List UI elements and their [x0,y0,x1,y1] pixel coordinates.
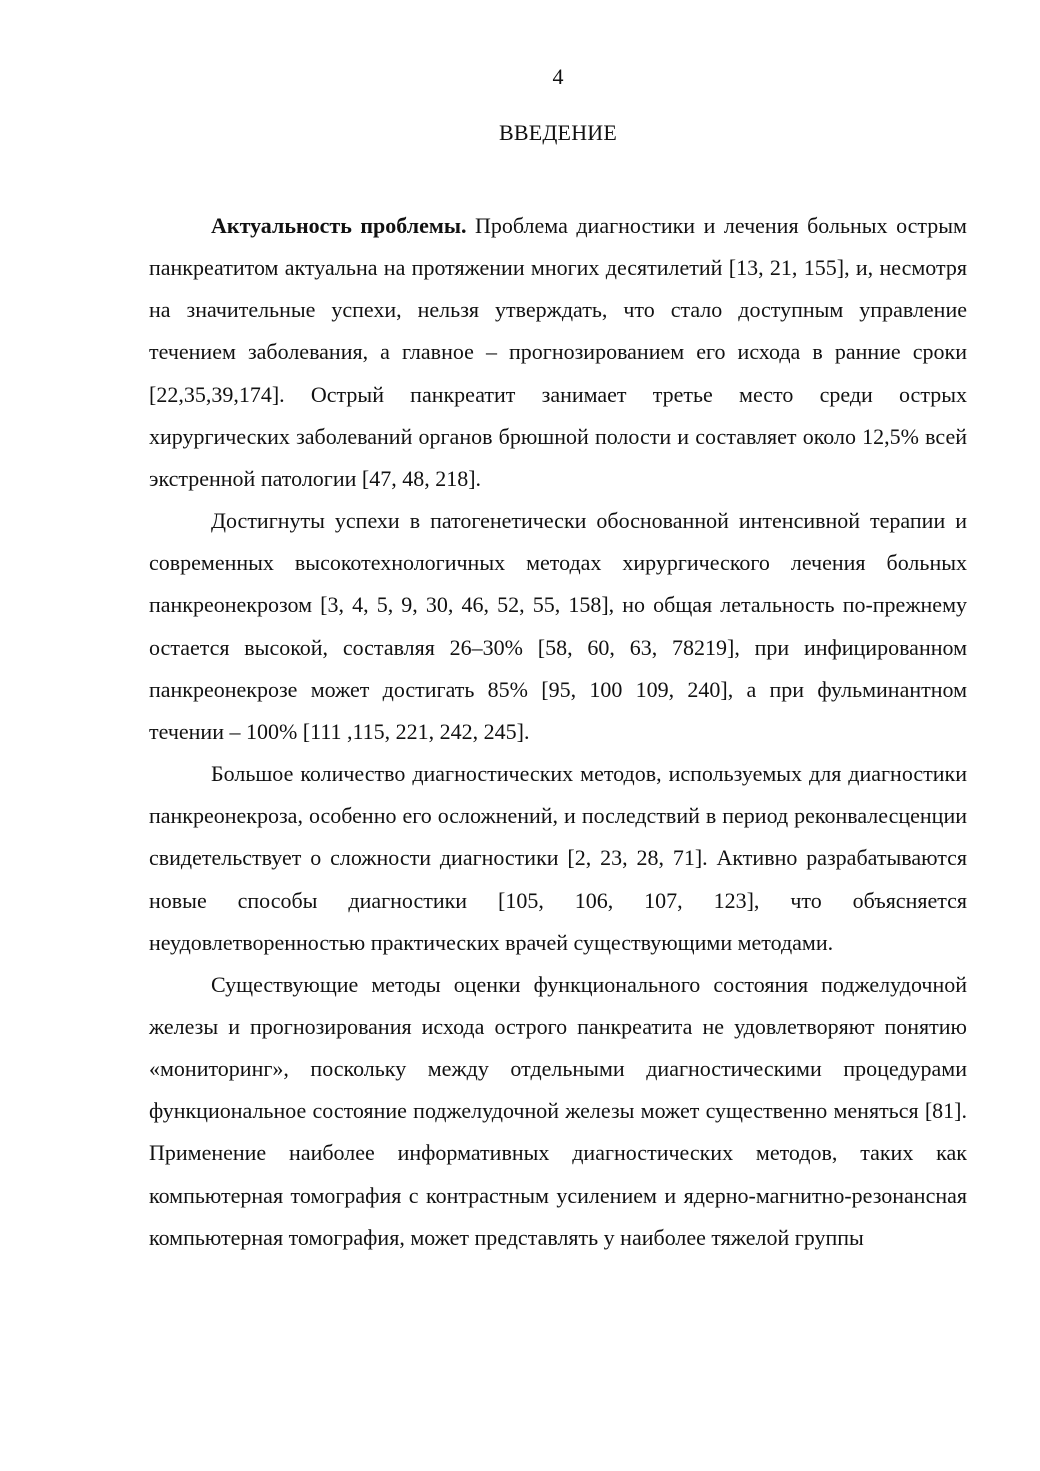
page-number: 4 [552,64,564,89]
body-text [149,205,967,1259]
paragraph-monitoring: Существующие методы оценки функционального состояния поджелудочной железы и прогнозирования исхода острого панкреатита не удовлетворяют понятию «мониторинг», поскольку между отдельными диагностическими процедурами функциональное состояние поджелудочной железы может существенно меняться [81]. Применение наиболее информативных диагностических методов, таких как компьютерная томография с контрастным усилением и ядерно-магнитно-резонансная компьютерная томография, может представлять у наиболее тяжелой группы [149,971,967,1250]
paragraph-text: Проблема диагностики и лечения больных острым панкреатитом актуальна на протяжении многих десятилетий [13, 21, 155], и, несмотря на значительные успехи, нельзя утверждать, что стало доступным управление течением заболевания, а главное – прогнозированием его исхода в ранние сроки [22,35,39,174]. Острый панкреатит занимает третье место среди острых хирургических заболеваний органов брюшной полости и составляет около 12,5% всей экстренной патологии [47, 48, 218]. [149,213,967,491]
section-heading: ВВЕДЕНИЕ [498,120,618,145]
paragraph-mortality: Достигнуты успехи в патогенетически обоснованной интенсивной терапии и современных высокотехнологичных методах хирургического лечения больных панкреонекрозом [3, 4, 5, 9, 30, 46, 52, 55, 158], но общая летальность по-прежнему остается высокой, составляя 26–30% [58, 60, 63, 78219], при инфицированном панкреонекрозе может достигать 85% [95, 100 109, 240], а при фульминантном течении – 100% [111 ,115, 221, 242, 245]. [149,508,967,744]
paragraph-lead: Актуальность проблемы. [211,213,467,238]
paragraph-relevance [149,205,967,500]
paragraph-diagnostics: Большое количество диагностических методов, используемых для диагностики панкреонекроза, особенно его осложнений, и последствий в период реконвалесценции свидетельствует о сложности диагностики [2, 23, 28, 71]. Активно разрабатываются новые способы диагностики [105, 106, 107, 123], что объясняется неудовлетворенностью практических врачей существующими методами. [149,761,967,955]
